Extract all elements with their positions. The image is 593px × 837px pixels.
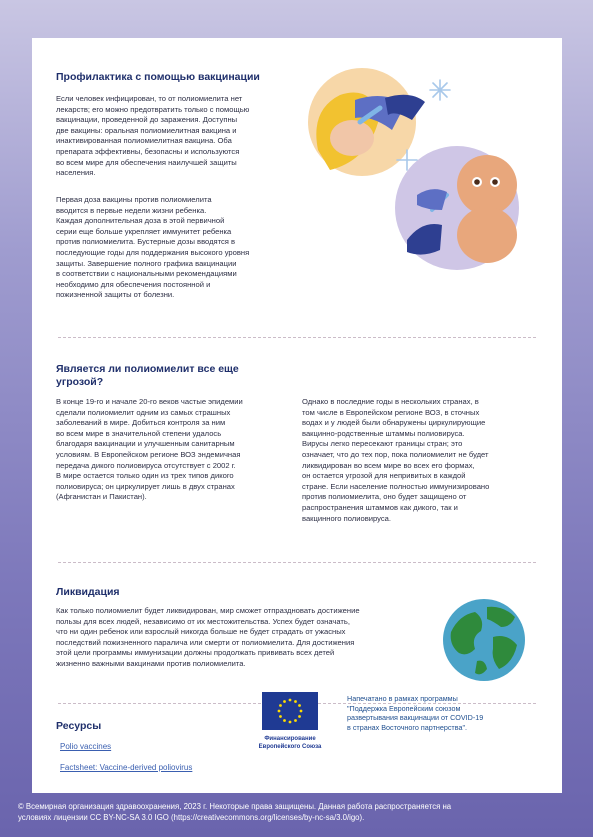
globe-illustration (441, 597, 527, 683)
eu-star (294, 700, 297, 703)
eu-star (289, 699, 292, 702)
prevention-paragraph-1: Если человек инфицирован, то от полиомиелита нет лекарств; его можно предотвратить только с помощью вакцинации, проведенной до заражения. Доступны две вакцины: оральная полиомиелитная вакцина и инактивированная полиомиелитная вакцина. Оба препарата эффективны, безопасны и используются во всем мире для обеспечения наилучшей защиты населения. (56, 94, 250, 178)
section-title-threat: Является ли полиомиелит все еще угрозой? (56, 363, 239, 388)
link-factsheet-vdpv[interactable]: Factsheet: Vaccine-derived poliovirus (60, 763, 193, 772)
section-divider-1 (58, 337, 536, 339)
link-polio-vaccines[interactable]: Polio vaccines (60, 742, 112, 751)
eu-star (279, 715, 282, 718)
section-divider-2 (58, 562, 536, 564)
section-title-prevention: Профилактика с помощью вакцинации (56, 71, 260, 83)
eradication-paragraph: Как только полиомиелит будет ликвидирован, мир сможет отпраздновать достижение пользы для всех людей, независимо от их местожительства. Успех будет означать, что ни один ребенок или взрослый никогда больше не будет страдать от ужасных последствий пожизненного паралича или смерти от полиомиелита. Для достижения этой цели программы иммунизации должны продолжать прививать всех детей жизненно важными вакцинами против полиомиелита. (56, 606, 360, 668)
prevention-paragraph-2: Первая доза вакцины против полиомиелита вводится в первые недели жизни ребенка. Каждая дополнительная доза в этой первичной серии еще больше укрепляет иммунитет ребенка против полиомиелита. Бустерные дозы вводятся в последующие годы для поддержания высокого уровня защиты. Завершение полного графика вакцинации в соответствии с национальными рекомендациями необходимо для обеспечения постоянной и пожизненной защиты от болезни. (56, 195, 250, 300)
eu-star (300, 710, 303, 713)
resources-title: Ресурсы (56, 720, 102, 732)
eu-star (298, 704, 301, 707)
eu-star (294, 719, 297, 722)
eu-program-note: Напечатано в рамках программы "Поддержка Европейским союзом развертывания вакцинации от COVID-19 в странах Восточного партнерства". (347, 694, 484, 732)
eu-star (289, 721, 292, 724)
eu-star (283, 700, 286, 703)
eu-star (278, 710, 281, 713)
eu-star (298, 715, 301, 718)
eu-funding-caption: Финансирование Европейского Союза (258, 736, 322, 750)
copyright-footer: © Всемирная организация здравоохранения, 2023 г. Некоторые права защищены. Данная работа распространяется на условиях лицензии CC BY-NC-SA 3.0 IGO (https://creativecommons.org/licenses/by-nc-sa/3.0/igo). (18, 802, 452, 822)
section-title-eradication: Ликвидация (56, 586, 120, 598)
eu-star (283, 719, 286, 722)
threat-column-2: Однако в последние годы в нескольких странах, в том числе в Европейском регионе ВОЗ, в сточных водах и у людей были обнаружены циркулирующие вакцинно-родственные штаммы полиовируса. Вирусы легко пересекают границы стран; это означает, что до тех пор, пока полиомиелит не будет ликвидирован во всем мире во всех его формах, он остается угрозой для непривитых в каждой стране. Если население полностью иммунизировано против полиомиелита, оно будет защищено от распространения штаммов как дикого, так и вакцинного полиовируса. (302, 397, 490, 523)
eu-star (279, 704, 282, 707)
eu-flag-icon (262, 692, 318, 730)
baby-injection-illustration (392, 140, 542, 280)
threat-column-1: В конце 19-го и начале 20-го веков частые эпидемии сделали полиомиелит одним из самых страшных заболеваний в мире. Добиться контроля за ним во всем мире в значительной степени удалось благодаря вакцинации и улучшенным санитарным условиям. В Европейском регионе ВОЗ эндемичная передача дикого полиовируса отсутствует с 2002 г. В мире остается только один из трех типов дикого полиовируса; он циркулирует лишь в двух странах (Афганистан и Пакистан). (56, 397, 243, 502)
